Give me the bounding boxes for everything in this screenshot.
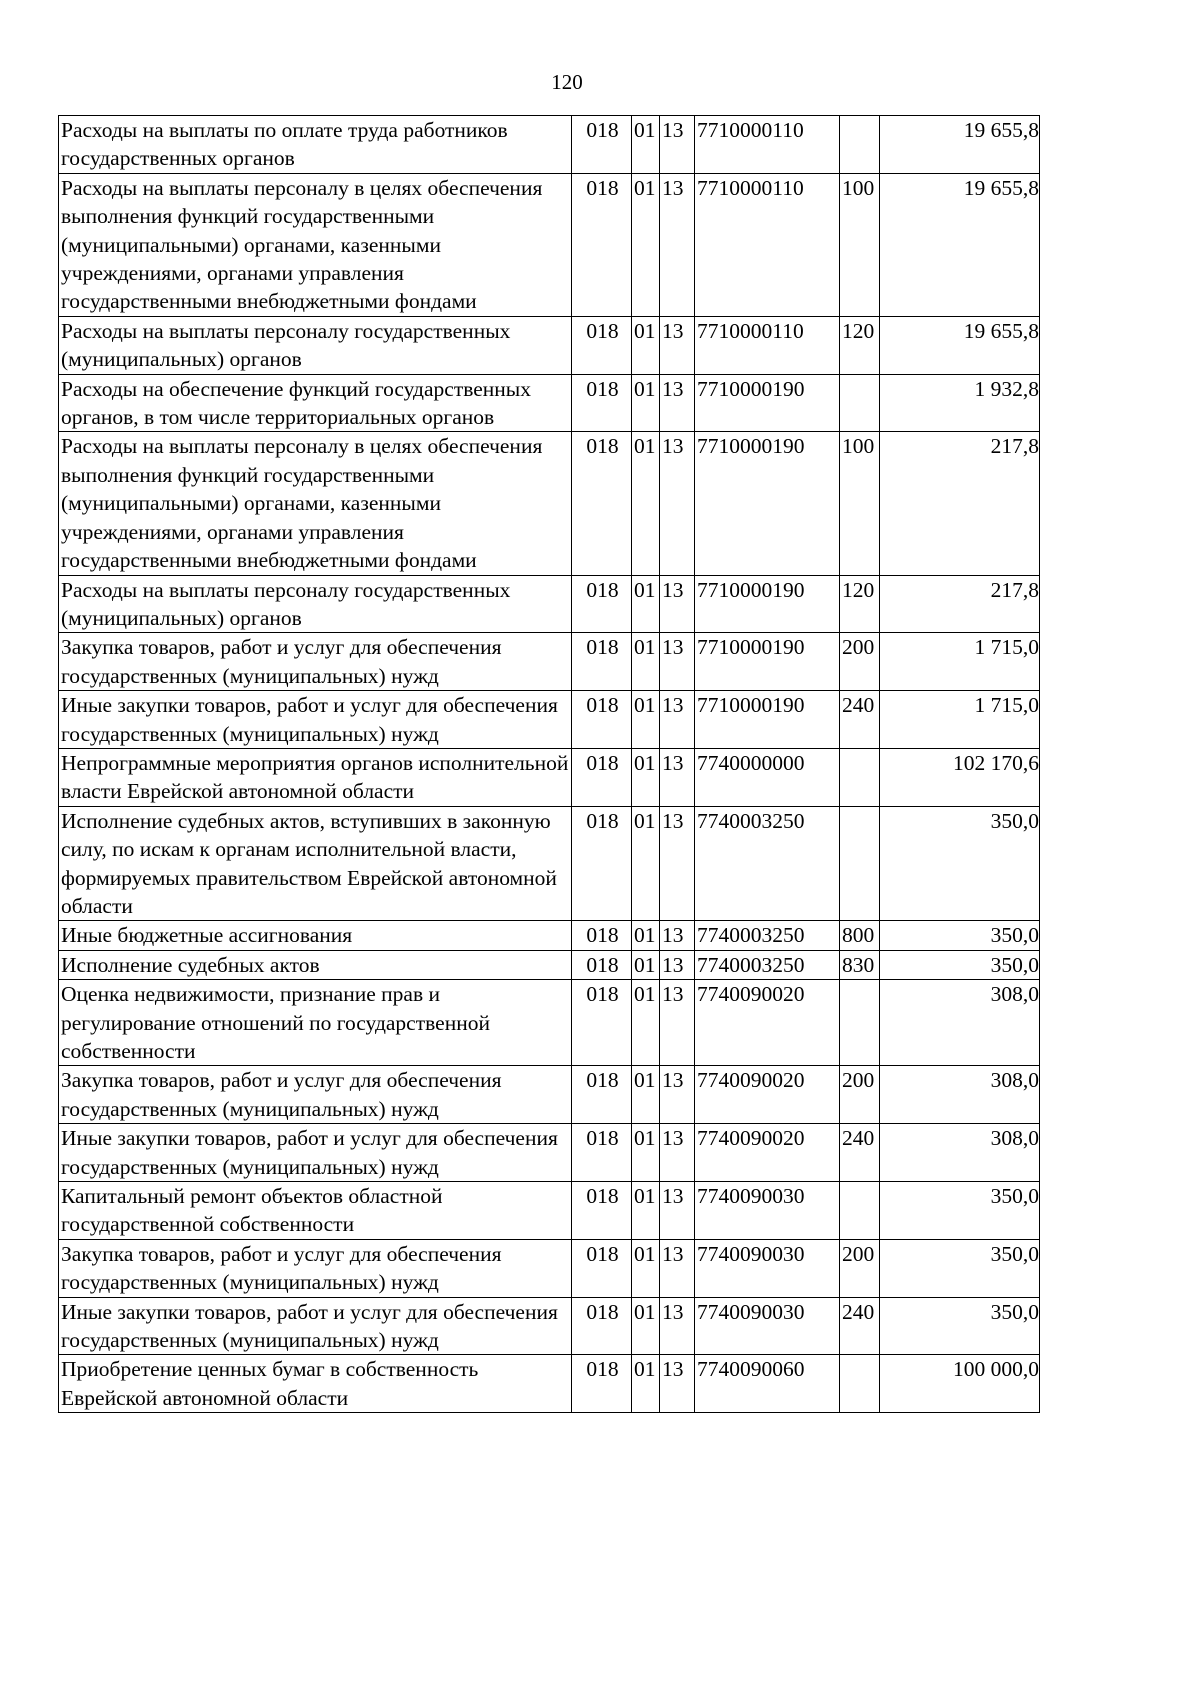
expense-name-cell: Приобретение ценных бумаг в собственность Еврейской автономной области xyxy=(59,1355,572,1413)
expense-name-cell: Расходы на выплаты персоналу в целях обеспечения выполнения функций государственными (муниципальными) органами, казенными учреждениями, органами управления государственными внебюджетными фондами xyxy=(59,432,572,575)
amount-cell: 217,8 xyxy=(880,575,1040,633)
expense-type-code-cell xyxy=(840,980,880,1066)
table-row xyxy=(59,806,1040,921)
expense-type-code-cell xyxy=(840,748,880,806)
page-number: 120 xyxy=(551,70,583,94)
target-article-code-cell: 7710000190 xyxy=(695,432,840,575)
subsection-code-cell: 13 xyxy=(660,1239,695,1297)
amount-cell: 350,0 xyxy=(880,1297,1040,1355)
subsection-code-cell: 13 xyxy=(660,921,695,950)
amount-cell: 350,0 xyxy=(880,1239,1040,1297)
expense-name-cell: Иные закупки товаров, работ и услуг для обеспечения государственных (муниципальных) нужд xyxy=(59,691,572,749)
section-code-cell: 01 xyxy=(632,374,660,432)
expense-name-cell: Расходы на выплаты по оплате труда работников государственных органов xyxy=(59,116,572,174)
amount-cell: 1 715,0 xyxy=(880,633,1040,691)
ministry-code-cell: 018 xyxy=(572,921,632,950)
table-row xyxy=(59,1355,1040,1413)
amount-cell: 19 655,8 xyxy=(880,116,1040,174)
table-row xyxy=(59,1239,1040,1297)
section-code-cell: 01 xyxy=(632,1239,660,1297)
amount-cell: 1 715,0 xyxy=(880,691,1040,749)
target-article-code-cell: 7710000110 xyxy=(695,316,840,374)
ministry-code-cell: 018 xyxy=(572,1066,632,1124)
expense-name-cell: Непрограммные мероприятия органов исполнительной власти Еврейской автономной области xyxy=(59,748,572,806)
section-code-cell: 01 xyxy=(632,748,660,806)
expense-type-code-cell xyxy=(840,1182,880,1240)
ministry-code-cell: 018 xyxy=(572,1355,632,1413)
amount-cell: 217,8 xyxy=(880,432,1040,575)
amount-cell: 1 932,8 xyxy=(880,374,1040,432)
expense-type-code-cell xyxy=(840,806,880,921)
table-row xyxy=(59,691,1040,749)
subsection-code-cell: 13 xyxy=(660,950,695,979)
ministry-code-cell: 018 xyxy=(572,432,632,575)
ministry-code-cell: 018 xyxy=(572,980,632,1066)
table-row xyxy=(59,316,1040,374)
expense-type-code-cell: 830 xyxy=(840,950,880,979)
target-article-code-cell: 7740003250 xyxy=(695,806,840,921)
expense-name-cell: Закупка товаров, работ и услуг для обеспечения государственных (муниципальных) нужд xyxy=(59,1239,572,1297)
expense-name-cell: Иные закупки товаров, работ и услуг для обеспечения государственных (муниципальных) нужд xyxy=(59,1297,572,1355)
expense-name-cell: Расходы на выплаты персоналу государственных (муниципальных) органов xyxy=(59,575,572,633)
table-row xyxy=(59,374,1040,432)
section-code-cell: 01 xyxy=(632,1124,660,1182)
expense-name-cell: Исполнение судебных актов, вступивших в законную силу, по искам к органам исполнительной власти, формируемых правительством Еврейской автономной области xyxy=(59,806,572,921)
expense-type-code-cell: 120 xyxy=(840,575,880,633)
target-article-code-cell: 7740090030 xyxy=(695,1182,840,1240)
table-row xyxy=(59,116,1040,174)
ministry-code-cell: 018 xyxy=(572,1124,632,1182)
target-article-code-cell: 7740003250 xyxy=(695,921,840,950)
expense-name-cell: Капитальный ремонт объектов областной государственной собственности xyxy=(59,1182,572,1240)
section-code-cell: 01 xyxy=(632,1182,660,1240)
amount-cell: 19 655,8 xyxy=(880,316,1040,374)
target-article-code-cell: 7710000190 xyxy=(695,691,840,749)
expense-name-cell: Закупка товаров, работ и услуг для обеспечения государственных (муниципальных) нужд xyxy=(59,1066,572,1124)
target-article-code-cell: 7740090060 xyxy=(695,1355,840,1413)
expense-type-code-cell: 200 xyxy=(840,633,880,691)
amount-cell: 350,0 xyxy=(880,921,1040,950)
expense-type-code-cell xyxy=(840,116,880,174)
subsection-code-cell: 13 xyxy=(660,116,695,174)
table-row xyxy=(59,1297,1040,1355)
ministry-code-cell: 018 xyxy=(572,374,632,432)
subsection-code-cell: 13 xyxy=(660,1124,695,1182)
target-article-code-cell: 7710000190 xyxy=(695,633,840,691)
section-code-cell: 01 xyxy=(632,921,660,950)
expense-name-cell: Расходы на выплаты персоналу в целях обеспечения выполнения функций государственными (муниципальными) органами, казенными учреждениями, органами управления государственными внебюджетными фондами xyxy=(59,173,572,316)
target-article-code-cell: 7740090030 xyxy=(695,1297,840,1355)
table-row xyxy=(59,575,1040,633)
table-row xyxy=(59,921,1040,950)
subsection-code-cell: 13 xyxy=(660,1355,695,1413)
ministry-code-cell: 018 xyxy=(572,116,632,174)
section-code-cell: 01 xyxy=(632,691,660,749)
section-code-cell: 01 xyxy=(632,575,660,633)
subsection-code-cell: 13 xyxy=(660,1182,695,1240)
table-row xyxy=(59,980,1040,1066)
expense-type-code-cell: 800 xyxy=(840,921,880,950)
table-row xyxy=(59,633,1040,691)
section-code-cell: 01 xyxy=(632,173,660,316)
section-code-cell: 01 xyxy=(632,432,660,575)
amount-cell: 350,0 xyxy=(880,1182,1040,1240)
table-row xyxy=(59,950,1040,979)
expense-type-code-cell: 100 xyxy=(840,432,880,575)
amount-cell: 308,0 xyxy=(880,1124,1040,1182)
table-row xyxy=(59,1182,1040,1240)
table-row xyxy=(59,1124,1040,1182)
subsection-code-cell: 13 xyxy=(660,432,695,575)
target-article-code-cell: 7740000000 xyxy=(695,748,840,806)
expense-name-cell: Расходы на выплаты персоналу государственных (муниципальных) органов xyxy=(59,316,572,374)
expense-type-code-cell: 200 xyxy=(840,1066,880,1124)
subsection-code-cell: 13 xyxy=(660,691,695,749)
ministry-code-cell: 018 xyxy=(572,691,632,749)
ministry-code-cell: 018 xyxy=(572,173,632,316)
expense-name-cell: Исполнение судебных актов xyxy=(59,950,572,979)
amount-cell: 350,0 xyxy=(880,950,1040,979)
expense-type-code-cell: 120 xyxy=(840,316,880,374)
subsection-code-cell: 13 xyxy=(660,633,695,691)
section-code-cell: 01 xyxy=(632,1355,660,1413)
subsection-code-cell: 13 xyxy=(660,980,695,1066)
section-code-cell: 01 xyxy=(632,116,660,174)
amount-cell: 100 000,0 xyxy=(880,1355,1040,1413)
expense-name-cell: Оценка недвижимости, признание прав и регулирование отношений по государственной собственности xyxy=(59,980,572,1066)
amount-cell: 19 655,8 xyxy=(880,173,1040,316)
ministry-code-cell: 018 xyxy=(572,575,632,633)
amount-cell: 350,0 xyxy=(880,806,1040,921)
budget-table xyxy=(58,115,1040,1413)
amount-cell: 308,0 xyxy=(880,1066,1040,1124)
expense-name-cell: Иные бюджетные ассигнования xyxy=(59,921,572,950)
target-article-code-cell: 7710000190 xyxy=(695,575,840,633)
subsection-code-cell: 13 xyxy=(660,1297,695,1355)
expense-name-cell: Расходы на обеспечение функций государственных органов, в том числе территориальных органов xyxy=(59,374,572,432)
ministry-code-cell: 018 xyxy=(572,806,632,921)
expense-type-code-cell: 240 xyxy=(840,1297,880,1355)
section-code-cell: 01 xyxy=(632,316,660,374)
subsection-code-cell: 13 xyxy=(660,748,695,806)
expense-type-code-cell: 100 xyxy=(840,173,880,316)
subsection-code-cell: 13 xyxy=(660,316,695,374)
expense-name-cell: Закупка товаров, работ и услуг для обеспечения государственных (муниципальных) нужд xyxy=(59,633,572,691)
ministry-code-cell: 018 xyxy=(572,1182,632,1240)
table-row xyxy=(59,432,1040,575)
target-article-code-cell: 7710000110 xyxy=(695,173,840,316)
ministry-code-cell: 018 xyxy=(572,1297,632,1355)
amount-cell: 102 170,6 xyxy=(880,748,1040,806)
table-row xyxy=(59,173,1040,316)
expense-type-code-cell: 240 xyxy=(840,691,880,749)
table-row xyxy=(59,748,1040,806)
subsection-code-cell: 13 xyxy=(660,173,695,316)
ministry-code-cell: 018 xyxy=(572,950,632,979)
section-code-cell: 01 xyxy=(632,1066,660,1124)
ministry-code-cell: 018 xyxy=(572,316,632,374)
ministry-code-cell: 018 xyxy=(572,633,632,691)
expense-type-code-cell xyxy=(840,374,880,432)
table-row xyxy=(59,1066,1040,1124)
target-article-code-cell: 7740090020 xyxy=(695,980,840,1066)
amount-cell: 308,0 xyxy=(880,980,1040,1066)
subsection-code-cell: 13 xyxy=(660,806,695,921)
ministry-code-cell: 018 xyxy=(572,748,632,806)
expense-type-code-cell: 240 xyxy=(840,1124,880,1182)
subsection-code-cell: 13 xyxy=(660,374,695,432)
ministry-code-cell: 018 xyxy=(572,1239,632,1297)
subsection-code-cell: 13 xyxy=(660,575,695,633)
section-code-cell: 01 xyxy=(632,806,660,921)
target-article-code-cell: 7710000190 xyxy=(695,374,840,432)
section-code-cell: 01 xyxy=(632,980,660,1066)
target-article-code-cell: 7740090020 xyxy=(695,1066,840,1124)
subsection-code-cell: 13 xyxy=(660,1066,695,1124)
section-code-cell: 01 xyxy=(632,633,660,691)
target-article-code-cell: 7740090030 xyxy=(695,1239,840,1297)
section-code-cell: 01 xyxy=(632,950,660,979)
target-article-code-cell: 7740090020 xyxy=(695,1124,840,1182)
target-article-code-cell: 7740003250 xyxy=(695,950,840,979)
expense-name-cell: Иные закупки товаров, работ и услуг для обеспечения государственных (муниципальных) нужд xyxy=(59,1124,572,1182)
section-code-cell: 01 xyxy=(632,1297,660,1355)
expense-type-code-cell: 200 xyxy=(840,1239,880,1297)
target-article-code-cell: 7710000110 xyxy=(695,116,840,174)
expense-type-code-cell xyxy=(840,1355,880,1413)
